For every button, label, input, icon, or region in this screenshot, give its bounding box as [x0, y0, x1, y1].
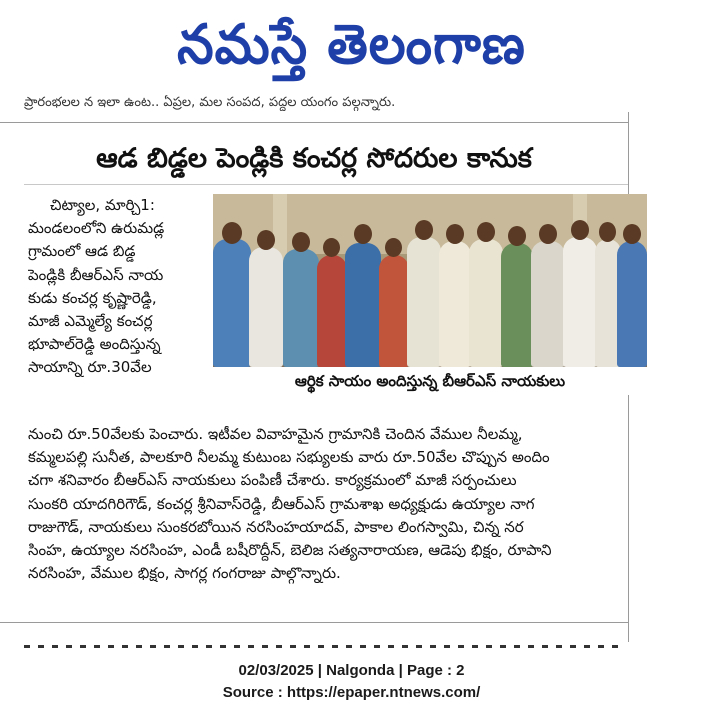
bottom-divider — [0, 622, 628, 623]
body-line: కమ్మలపల్లి సునీత, పాలకూరి నీలమ్మ కుటుంబ సభ్యులకు వారు రూ.50వేల చొప్పున అందిం — [28, 448, 550, 467]
lead-line: మాజీ ఎమ్మెల్యే కంచర్ల — [28, 312, 153, 331]
top-divider — [0, 122, 628, 123]
article-lead-column — [28, 194, 206, 380]
body-line: సుంకరి యాదగిరిగౌడ్, కంచర్ల శ్రీనివాస్‌రెడ్డి, బీఆర్ఎస్ గ్రామశాఖ అధ్యక్షుడు ఉయ్యాల నాగ — [28, 494, 535, 513]
edition-date-line: 02/03/2025 | Nalgonda | Page : 2 — [238, 662, 465, 679]
lead-line: సాయాన్ని రూ.30వేల — [28, 358, 152, 377]
article-photo — [213, 194, 647, 367]
article-headline: ఆడ బిడ్డల పెండ్లికి కంచర్ల సోదరుల కానుక — [96, 143, 532, 174]
lead-line: గ్రామంలో ఆడ బిడ్డ — [28, 242, 136, 261]
body-line: సింహ, ఉయ్యాల నరసింహ, ఎండీ బషీరొద్దీన్, బెలిజ సత్యనారాయణ, ఆడెపు భిక్షం, రూపాని — [28, 541, 552, 560]
previous-article-cut-text: ప్రారంభలల న ఇలా ఉంట.. ఏప్రల, మల సంపద, పద్దల యంగం పల్గన్నారు. — [24, 95, 396, 110]
article-body — [28, 423, 628, 585]
lead-line: చిట్యాల, మార్చి1: — [50, 196, 155, 214]
lead-line: భూపాల్‌రెడ్డి అందిస్తున్న — [28, 335, 161, 354]
source-line: Source : https://epaper.ntnews.com/ — [222, 684, 481, 701]
lead-line: పెండ్లికి బీఆర్ఎస్ నాయ — [28, 265, 164, 284]
headline-divider — [24, 184, 628, 185]
body-line: రాజుగౌడ్, నాయకులు సుంకరబోయిన నరసింహయాదవ్, పాకాల లింగస్వామి, చిన్న నర — [28, 517, 524, 536]
lead-line: కుడు కంచర్ల కృష్ణారెడ్డి, — [28, 288, 157, 307]
page-footer — [0, 660, 703, 704]
photo-caption: ఆర్థిక సాయం అందిస్తున్న బీఆర్ఎస్ నాయకులు — [213, 367, 647, 395]
newspaper-logo-title: నమస్తే తెలంగాణ — [177, 13, 526, 77]
body-line: నరసింహ, వేముల భిక్షం, సాగర్ల గంగరాజు పాల్గొన్నారు. — [28, 564, 341, 583]
lead-line: మండలంలోని ఉరుమడ్ల — [28, 219, 165, 238]
masthead — [0, 0, 703, 90]
body-line: నుంచి రూ.50వేలకు పెంచారు. ఇటీవల వివాహమైన గ్రామానికి చెందిన వేముల నీలమ్మ, — [28, 425, 523, 443]
next-article-cut-edge — [24, 641, 624, 649]
body-line: చగా శనివారం బీఆర్ఎస్ నాయకులు పంపిణీ చేశారు. కార్యక్రమంలో మాజీ సర్పంచులు — [28, 471, 517, 490]
